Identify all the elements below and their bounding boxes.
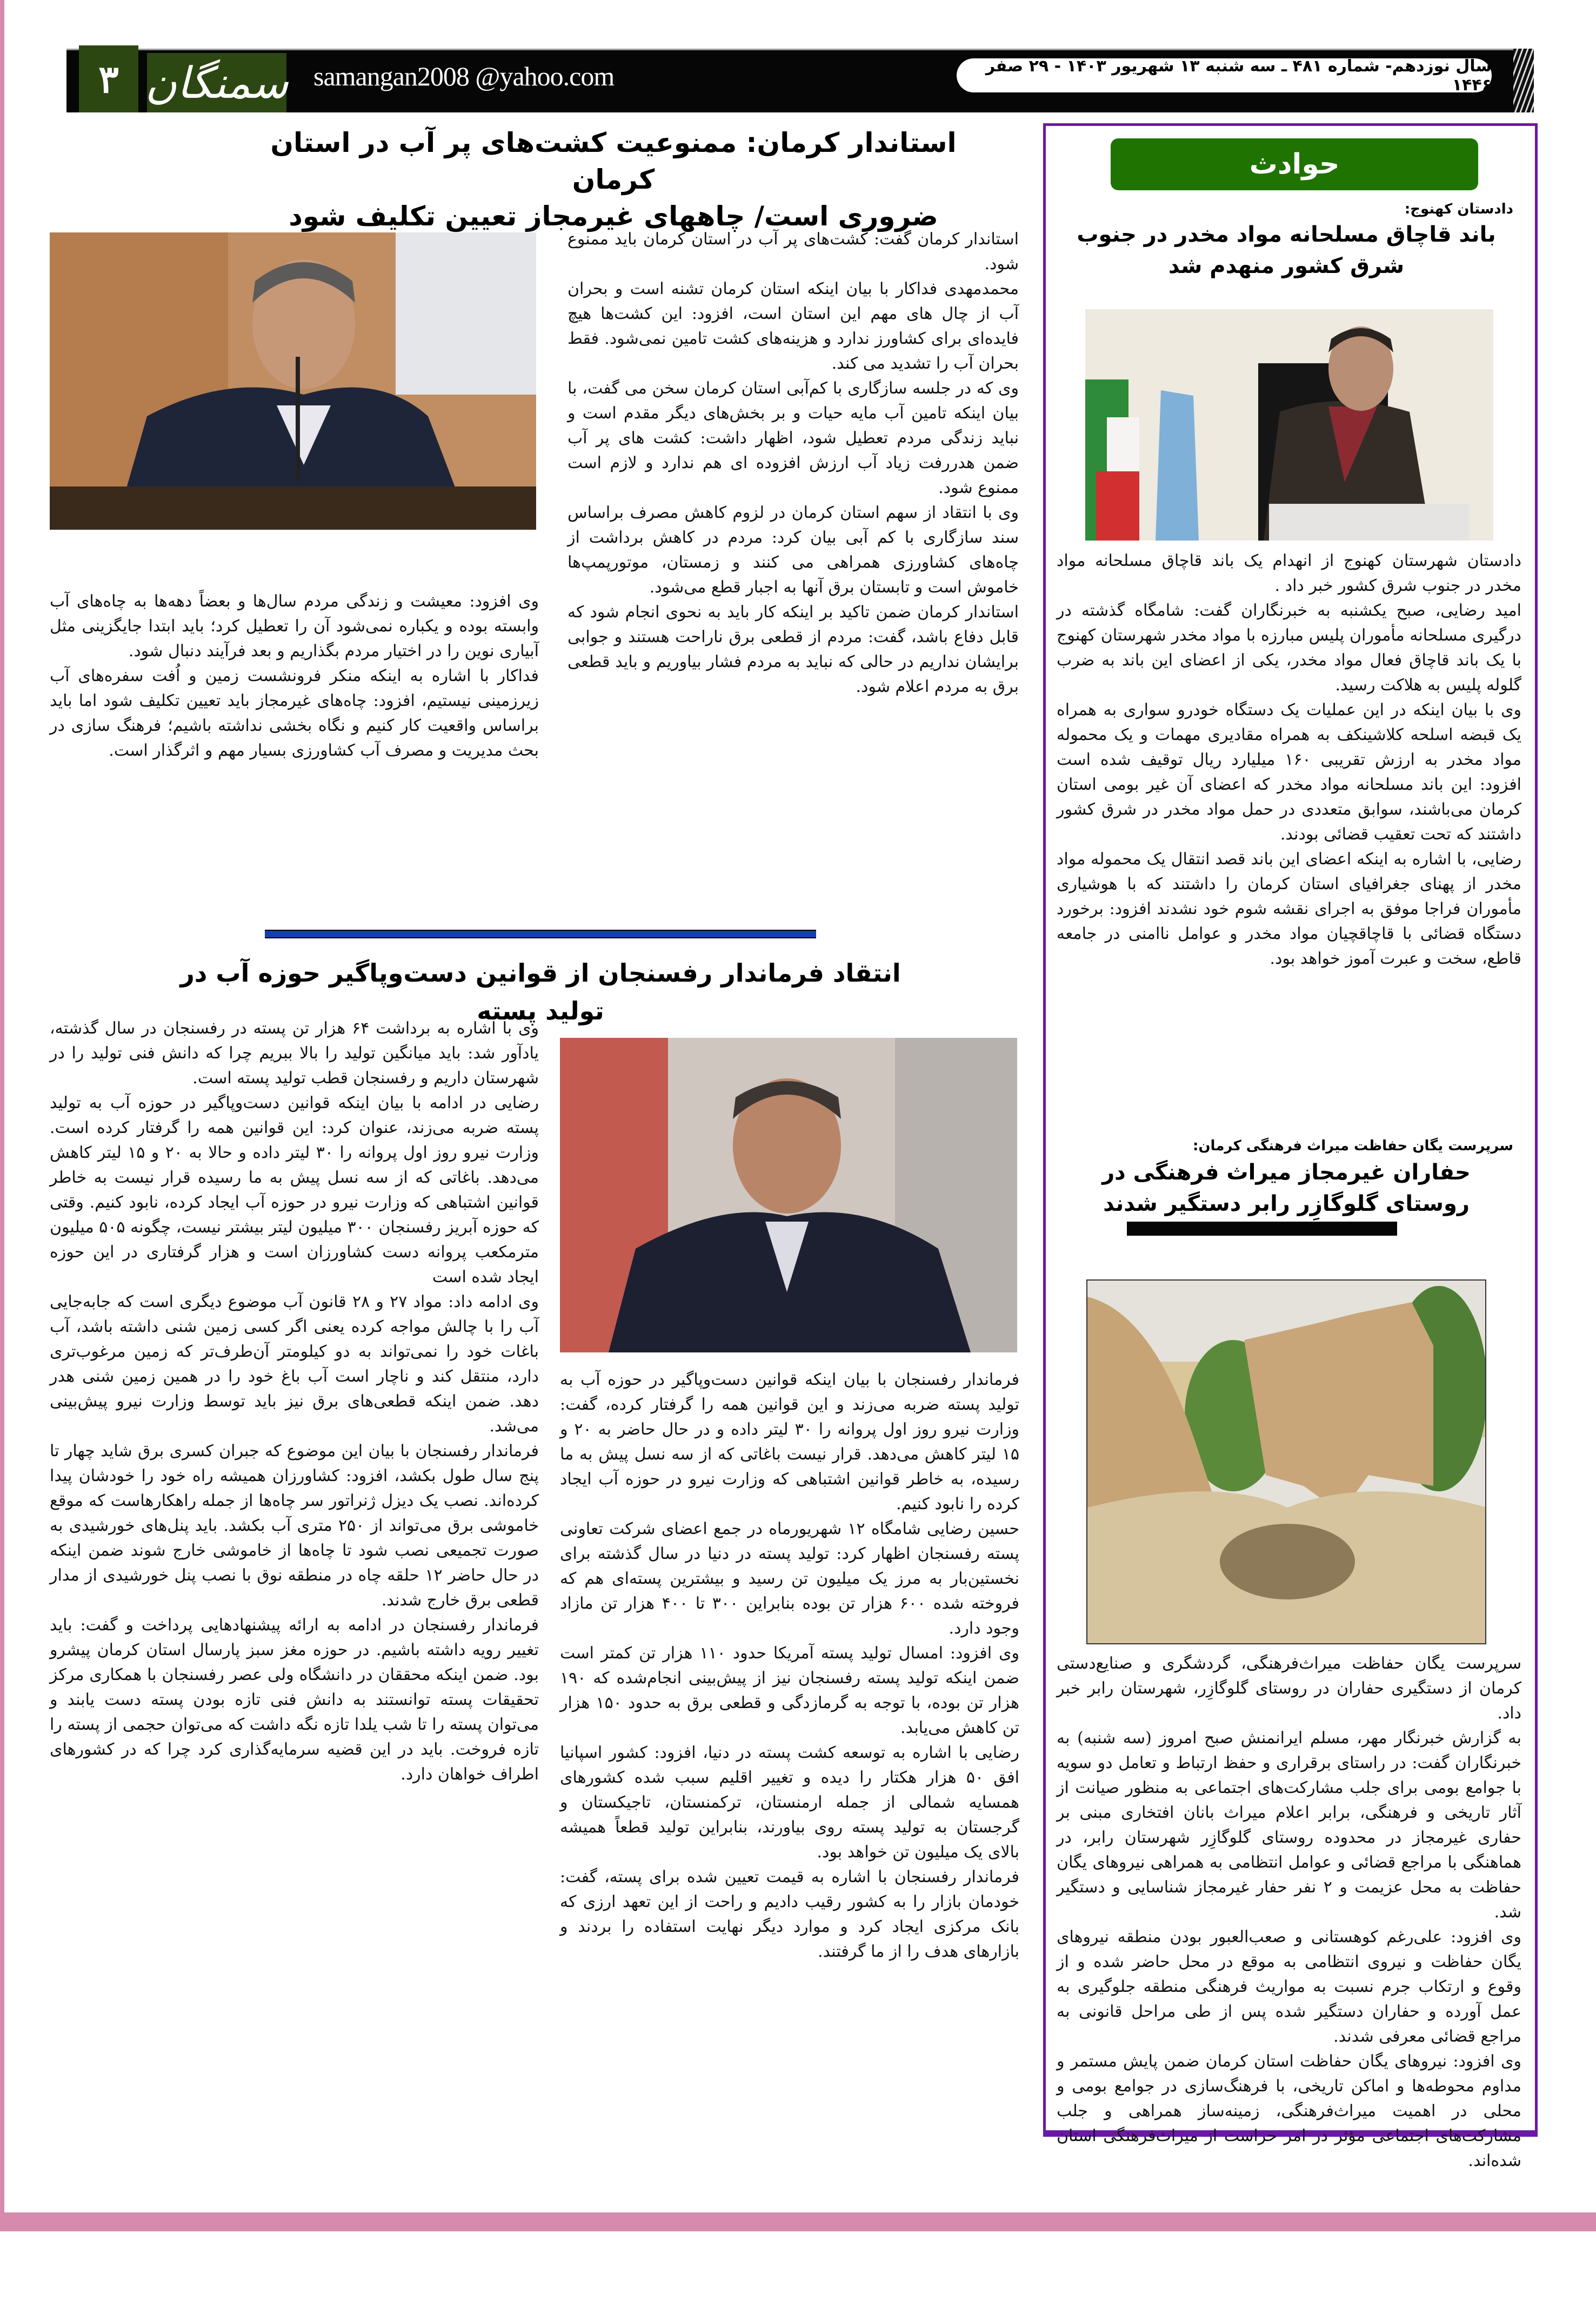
section-divider bbox=[265, 930, 816, 938]
story1-headline[interactable]: باند قاچاق مسلحانه مواد مخدر در جنوب شرق کشور منهدم شد bbox=[1077, 222, 1496, 278]
paragraph: فرماندار رفسنجان با بیان اینکه قوانین دست‌وپاگیر در حوزه آب به تولید پسته ضربه می‌زند و این قوانین همه را گرفتار کرده، گفت: وزارت نیرو روز اول پروانه را ۳۰ لیتر داده و در حال حاضر به ۲۰ و ۱۵ لیتر کاهش می‌دهد. قرار نیست باغاتی که از سه نسل پیش به ما رسیده، به خاطر قوانین اشتباهی که وزارت نیرو در حوزه آب ایجاد کرده را نابود کنیم. bbox=[560, 1370, 1019, 1514]
paragraph: وی با انتقاد از سهم استان کرمان در لزوم کاهش مصرف براساس سند سازگاری با کم آبی بیان کرد: مردم در کاهش برداشت از چاه‌های کشاورزی همراهی می کنند و زمستان، موتورپمپ‌ها خاموش است و تابستان برق آنها به اجبار قطع می‌شود. bbox=[567, 503, 1019, 597]
contact-email[interactable]: samangan2008 @yahoo.com bbox=[313, 61, 615, 91]
paragraph: وی با بیان اینکه در این عملیات یک دستگاه خودرو سواری به همراه یک قبضه اسلحه کلاشینکف به همراه مقادیری مهمات و یک محموله مواد مخدر به ارزش تقریبی ۱۶۰ میلیارد ریال توقیف شده است افزود: این باند مسلحانه مواد مخدر که اعضای آن غیر بومی استان کرمان می‌باشند، سوابق متعددی در حمل مواد مخدر در شرق کشور داشتند که تحت تعقیب قضائی بودند. bbox=[1057, 701, 1521, 844]
story2-body bbox=[1057, 1651, 1521, 2300]
hatch-decoration bbox=[1513, 49, 1534, 112]
portrait-photo-icon bbox=[1085, 309, 1493, 541]
paragraph: استاندار کرمان گفت: کشت‌های پر آب در استان کرمان باید ممنوع شود. bbox=[567, 230, 1019, 274]
paragraph: به گزارش خبرنگار مهر، مسلم ایرانمنش صبح امروز (سه شنبه) به خبرنگاران گفت: در راستای برقراری و حفظ ارتباط و تعامل دو سویه با جوامع بومی برای جلب مشارکت‌های اجتماعی به منظور صیانت از آثار تاریخی و فرهنگی، برابر اعلام میراث بانان افتخاری مبنی بر حفاری غیرمجاز در محدوده روستای گلوگازِر شهرستان رابر، در هماهنگی با مراجع قضائی و عوامل انتظامی به همراهی نیروهای یگان حفاظت به محل عزیمت و ۲ نفر حفار غیرمجاز شناسایی و دستگیر شد. bbox=[1057, 1729, 1521, 1922]
issue-date-line: سال نوزدهم- شماره ۴۸۱ ـ سه شنبه ۱۳ شهریور ۱۴۰۳ - ۲۹ صفر ۱۴۴۶ bbox=[957, 58, 1492, 92]
story2-headline[interactable]: حفاران غیرمجاز میراث فرهنگی در روستای گلوگازِر رابر دستگیر شدند bbox=[1102, 1160, 1471, 1216]
section-banner-incidents[interactable]: حوادث bbox=[1111, 138, 1478, 190]
portrait-photo-icon bbox=[560, 1038, 1017, 1352]
article1-photo bbox=[50, 232, 536, 530]
heritage-site-photo-icon bbox=[1087, 1281, 1486, 1644]
article1-headline-line2: ضروری است/ چاههای غیرمجاز تعیین تکلیف شود bbox=[289, 201, 938, 232]
page-edge-left bbox=[0, 0, 4, 2231]
article2-column-right bbox=[560, 1368, 1019, 2168]
paragraph: وی افزود: معیشت و زندگی مردم سال‌ها و بعضاً دهه‌ها به چاه‌های آب وابسته بوده و یکباره نمی‌شود آن را تعطیل کرد؛ باید ابتدا جایگزینی مثل آبیاری نوین را در اختیار مردم بگذاریم و بعد فرآیند دنبال شود. bbox=[50, 592, 539, 661]
paragraph: دادستان شهرستان کهنوج از انهدام یک باند قاچاق مسلحانه مواد مخدر در جنوب شرق کشور خبر داد . bbox=[1057, 551, 1521, 595]
paragraph: رضایی با اشاره به توسعه کشت پسته در دنیا، افزود: کشور اسپانیا افق ۵۰ هزار هکتار را دیده و تغییر اقلیم سبب شده کشورهای همسایه شمالی از جمله ارمنستان، ترکمنستان، تاجیکستان و گرجستان به تولید پسته روی بیاورند، بنابراین تولید قطعاً همیشه بالای یک میلیون تن خواهد بود. bbox=[560, 1743, 1019, 1862]
page-number: ۳ bbox=[79, 45, 138, 112]
story1-kicker: دادستان کهنوج: bbox=[1404, 201, 1513, 217]
paragraph: وی ادامه داد: مواد ۲۷ و ۲۸ قانون آب موضوع دیگری است که جابه‌جایی آب را با چالش مواجه کرده یعنی اگر کسی زمین شنی داشته باشد، آب باغات خود را نمی‌تواند به دو کیلومتر آن‌طرف‌تر که زمین مرغوب‌تری دارد، منتقل کند و ناچار است آب باغ خود را در همین زمین شنی هدر دهد. ضمن اینکه قطعی‌های برق نیز باید توسط وزارت نیرو پیش‌بینی می‌شد. bbox=[50, 1292, 539, 1436]
article1-column-left bbox=[50, 589, 539, 903]
story-divider bbox=[1127, 1222, 1397, 1236]
story2-photo bbox=[1086, 1279, 1486, 1644]
newspaper-logo: سمنگان bbox=[147, 53, 286, 112]
paragraph: وی افزود: علی‌رغم کوهستانی و صعب‌العبور بودن منطقه نیروهای یگان حفاظت و نیروی انتظامی به موقع در محل حاضر شده و از وقوع و ارتکاب جرم نسبت به مواریث فرهنگی منطقه جلوگیری به عمل آورده و حفاران دستگیر شده پس از طی مراحل قانونی به مراجع قضائی معرفی شدند. bbox=[1057, 1928, 1521, 2046]
article2-column-left bbox=[50, 1016, 539, 2178]
paragraph: رضایی، با اشاره به اینکه اعضای این باند قصد انتقال یک محموله مواد مخدر از پهنای جغرافیای استان کرمان را داشتند که با هوشیاری مأموران فراجا موفق به اجرای نقشه شوم خود نشدند افزود: برخورد دستگاه قضائی با قاچاقچیان مواد مخدر و عوامل ناامنی در جامعه قاطع، سخت و عبرت آموز خواهد بود. bbox=[1057, 850, 1521, 968]
paragraph: رضایی در ادامه با بیان اینکه قوانین دست‌وپاگیر در حوزه آب به تولید پسته ضربه می‌زند، عنوان کرد: این قوانین همه را گرفتار کرده است. وزارت نیرو روز اول پروانه را ۳۰ لیتر داده و حالا به ۲۰ و ۱۵ لیتر کاهش می‌دهد. باغاتی که از سه نسل پیش به ما رسیده قرار نیست به خاطر قوانین اشتباهی که وزارت نیرو در حوزه آب ایجاد کرده، نابود کنیم. وقتی که حوزه آبریز رفسنجان ۳۰۰ میلیون لیتر بیشتر نیست، چگونه ۵۰۵ میلیون مترمکعب پروانه دست کشاورزان است و هزار گرفتاری در این حوزه ایجاد شده است bbox=[50, 1094, 539, 1286]
paragraph: وی که در جلسه سازگاری با کم‌آبی استان کرمان سخن می گفت، با بیان اینکه تامین آب مایه حیات و بر بخش‌های دیگر مقدم است و نباید زندگی مردم تعطیل شود، اظهار داشت: کشت های پر آب ضمن هدررفت زیاد آب ارزش افزوده ای هم ندارد و لازم است ممنوع شود. bbox=[567, 379, 1019, 497]
story2-kicker: سرپرست یگان حفاظت میراث فرهنگی کرمان: bbox=[1192, 1138, 1513, 1154]
story1-photo bbox=[1085, 309, 1493, 541]
article2-photo bbox=[560, 1038, 1017, 1352]
paragraph: حسین رضایی شامگاه ۱۲ شهریورماه در جمع اعضای شرکت تعاونی پسته رفسنجان اظهار کرد: تولید پسته در دنیا در سال گذشته برای نخستین‌بار به مرز یک میلیون تن رسید و بیشترین پسته‌ای هم که فروخته شده ۶۰۰ هزار تن بوده بنابراین ۳۰۰ تا ۴۰۰ هزار تن مازاد وجود دارد. bbox=[560, 1519, 1019, 1638]
paragraph: فرماندار رفسنجان با بیان این موضوع که جبران کسری برق شاید چهار تا پنج سال طول بکشد، افزود: کشاورزان همیشه راه خود را خودشان پیدا کرده‌اند. نصب یک دیزل ژنراتور سر چاه‌ها از جمله راهکارهاست که موقع خاموشی برق می‌تواند از ۲۵۰ متری آب بکشد. باید پنل‌های خورشیدی به صورت تجمیعی نصب شود تا چاه‌ها از خاموشی خارج شوند ضمن اینکه در حال حاضر ۱۲ حلقه چاه در منطقه نوق با نصب پنل خورشیدی از مدار قطعی برق خارج شدند. bbox=[50, 1442, 539, 1610]
paragraph: وی با اشاره به برداشت ۶۴ هزار تن پسته در رفسنجان در سال گذشته، یادآور شد: باید میانگین تولید را بالا ببریم چرا که دانش فنی تولید را در شهرستان داریم و رفسنجان قطب تولید پسته است. bbox=[50, 1019, 539, 1088]
article1-headline[interactable] bbox=[227, 124, 1000, 235]
page-edge-bottom bbox=[0, 2212, 1596, 2231]
paragraph: فرماندار رفسنجان در ادامه به ارائه پیشنهادهایی پرداخت و گفت: باید تغییر رویه داشته باشیم. در حوزه مغز سبز پارسال استان کرمان پیشرو بود. ضمن اینکه محققان در دانشگاه ولی عصر رفسنجان با همکاری مرکز تحقیقات پسته توانستند به دانش فنی تازه بودن پسته دست یابند و می‌توان پسته را تا شب یلدا تازه نگه داشت که می‌توان حجمی از پسته را تازه فروخت. باید در این قضیه سرمایه‌گذاری کرد چرا که در کشورهای اطراف خواهان دارد. bbox=[50, 1616, 539, 1784]
paragraph: امید رضایی، صبح یکشنبه به خبرنگاران گفت: شامگاه گذشته در درگیری مسلحانه مأموران پلیس مبارزه با مواد مخدر شهرستان کهنوج با یک باند قاچاق فعال مواد مخدر، یکی از اعضای این باند به ضرب گلوله پلیس به هلاکت رسید. bbox=[1057, 601, 1521, 695]
paragraph: محمدمهدی فداکار با بیان اینکه استان کرمان تشنه است و بحران آب از چال های مهم این استان است، افزود: این کشت‌ها هیچ فایده‌ای برای کشاورز ندارد و هزینه‌های کشت تامین نمی‌شود. فقط بحران آب را تشدید می کند. bbox=[567, 279, 1019, 373]
article2-headline[interactable]: انتقاد فرماندار رفسنجان از قوانین دست‌وپاگیر حوزه آب در تولید پسته bbox=[180, 958, 901, 1025]
article1-column-right bbox=[567, 227, 1019, 908]
paragraph: وی افزود: نیروهای یگان حفاظت استان کرمان ضمن پایش مستمر و مداوم محوطه‌ها و اماکن تاریخی، با فرهنگ‌سازی در جوامع بومی و محلی در اهمیت میراث‌فرهنگی، زمینه‌ساز همراهی و جلب مشارکت‌های اجتماعی مؤثر در امر حراست از میراث‌فرهنگی استان شده‌اند. bbox=[1057, 2052, 1521, 2170]
paragraph: فداکار با اشاره به اینکه منکر فرونشست زمین و اُفت سفره‌های آب زیرزمینی نیستیم، افزود: چاه‌های غیرمجاز باید تعیین تکلیف شود اما باید براساس واقعیت کار کنیم و نگاه بخشی نداشته باشیم؛ فرهنگ سازی در بحث مدیریت و مصرف آب کشاورزی بسیار مهم و اثرگذار است. bbox=[50, 666, 539, 760]
article1-headline-line1: استاندار کرمان: ممنوعیت کشت‌های پر آب در استان کرمان bbox=[270, 127, 957, 195]
paragraph: سرپرست یگان حفاظت میراث‌فرهنگی، گردشگری و صنایع‌دستی کرمان از دستگیری حفاران در روستای گلوگازِر، شهرستان رابر خبر داد. bbox=[1057, 1654, 1521, 1723]
paragraph: استاندار کرمان ضمن تاکید بر اینکه کار باید به نحوی انجام شود که قابل دفاع باشد، گفت: مردم از قطعی برق ناراحت هستند و جوابی برایشان نداریم در حالی که نباید به مردم فشار بیاوریم و باید قطعی برق به مردم اعلام شود. bbox=[567, 603, 1019, 696]
paragraph: وی افزود: امسال تولید پسته آمریکا حدود ۱۱۰ هزار تن کمتر است ضمن اینکه تولید پسته رفسنجان نیز از پیش‌بینی انجام‌شده که ۱۹۰ هزار تن بوده، با توجه به گرمازدگی و قطعی برق به حدود ۱۵۰ هزار تن کاهش می‌یابد. bbox=[560, 1644, 1020, 1737]
portrait-photo-icon bbox=[50, 232, 536, 530]
paragraph: فرماندار رفسنجان با اشاره به قیمت تعیین شده برای پسته، گفت: خودمان بازار را به کشور رقیب دادیم و راحت از این تعهد ارزی که بانک مرکزی ایجاد کرد و موارد دیگر نهایت استفاده را بردند و بازارهای هدف را از ما گرفتند. bbox=[560, 1868, 1019, 1961]
